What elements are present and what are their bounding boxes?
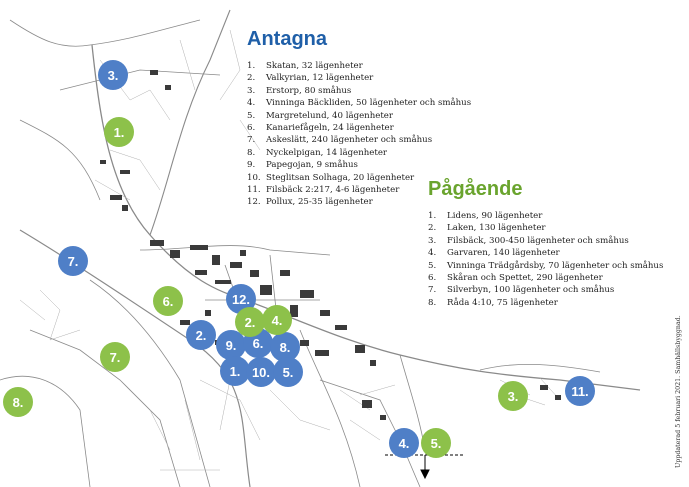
list-item: 6. Skåran och Spettet, 290 lägenheter	[428, 273, 603, 284]
antagna-heading: Antagna	[247, 28, 327, 50]
list-item: 8. Nyckelpigan, 14 lägenheter	[247, 147, 388, 158]
marker-pagaende-8[interactable]: 8.	[3, 387, 33, 417]
marker-antagna-9[interactable]: 9.	[216, 330, 246, 360]
marker-pagaende-4[interactable]: 4.	[262, 305, 292, 335]
pagaende-list	[428, 210, 663, 309]
list-item: 3. Erstorp, 80 småhus	[247, 85, 352, 96]
list-item: 5. Vinninga Trädgårdsby, 70 lägenheter och småhus	[428, 260, 664, 271]
marker-antagna-7[interactable]: 7.	[58, 246, 88, 276]
marker-pagaende-1[interactable]: 1.	[104, 117, 134, 147]
marker-antagna-12[interactable]: 12.	[226, 284, 256, 314]
list-item: 5. Margretelund, 40 lägenheter	[247, 110, 393, 121]
list-item: 7. Askeslätt, 240 lägenheter och småhus	[247, 135, 433, 146]
marker-pagaende-7[interactable]: 7.	[100, 342, 130, 372]
marker-antagna-2[interactable]: 2.	[186, 320, 216, 350]
marker-antagna-1[interactable]: 1.	[220, 356, 250, 386]
marker-pagaende-6[interactable]: 6.	[153, 286, 183, 316]
list-item: 2. Laken, 130 lägenheter	[428, 223, 546, 234]
list-item: 10. Steglitsan Solhaga, 20 lägenheter	[247, 172, 415, 183]
marker-antagna-5[interactable]: 5.	[273, 357, 303, 387]
update-note: Uppdaterad 5 februari 2021. Samhällsbyggnad.	[675, 315, 682, 468]
list-item: 8. Råda 4:10, 75 lägenheter	[428, 297, 558, 308]
marker-antagna-4[interactable]: 4.	[389, 428, 419, 458]
marker-antagna-8[interactable]: 8.	[270, 332, 300, 362]
marker-antagna-6[interactable]: 6.	[243, 328, 273, 358]
list-item: 7. Silverbyn, 100 lägenheter och småhus	[428, 285, 615, 296]
list-item: 6. Kanariefågeln, 24 lägenheter	[247, 123, 394, 134]
marker-pagaende-2[interactable]: 2.	[235, 307, 265, 337]
direction-indicator	[385, 455, 465, 478]
pagaende-heading: Pågående	[428, 178, 523, 200]
list-item: 9. Papegojan, 9 småhus	[247, 160, 358, 171]
list-item: 4. Garvaren, 140 lägenheter	[428, 248, 560, 259]
marker-antagna-10[interactable]: 10.	[246, 357, 276, 387]
marker-pagaende-3[interactable]: 3.	[498, 381, 528, 411]
list-item: 1. Skatan, 32 lägenheter	[247, 61, 363, 71]
list-item: 3. Filsbäck, 300-450 lägenheter och småhus	[428, 235, 629, 246]
list-item: 4. Vinninga Bäckliden, 50 lägenheter och småhus	[247, 98, 472, 109]
list-item: 12. Pollux, 25-35 lägenheter	[247, 197, 373, 208]
marker-antagna-3[interactable]: 3.	[98, 60, 128, 90]
list-item: 11. Filsbäck 2:217, 4-6 lägenheter	[247, 185, 400, 196]
list-item: 2. Valkyrian, 12 lägenheter	[247, 73, 374, 84]
marker-antagna-11[interactable]: 11.	[565, 376, 595, 406]
list-item: 1. Lidens, 90 lägenheter	[428, 211, 543, 221]
marker-pagaende-5[interactable]: 5.	[421, 428, 451, 458]
